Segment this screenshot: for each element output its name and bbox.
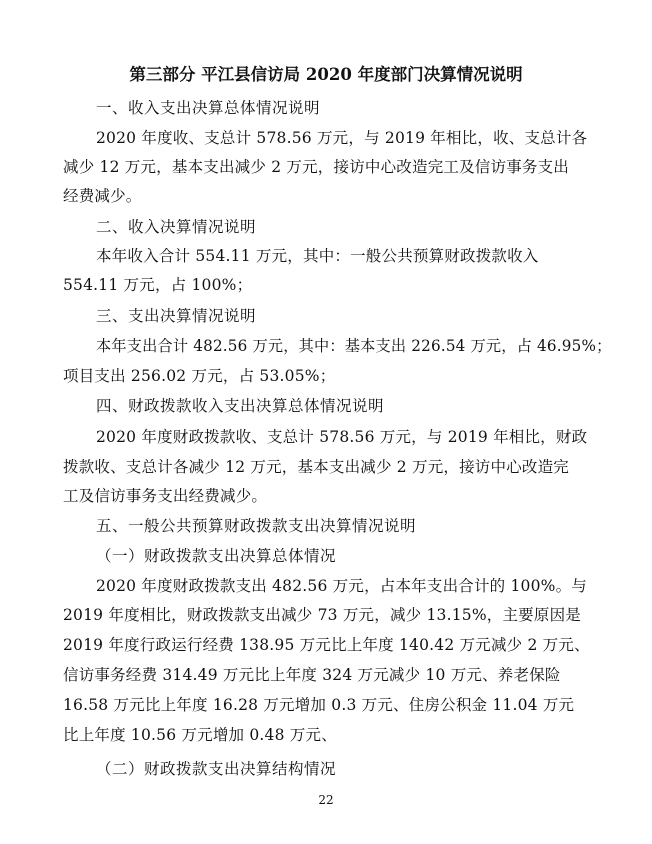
paragraph-line: 信访事务经费 314.49 万元比上年度 324 万元减少 10 万元、养老保险 (63, 666, 561, 684)
paragraph-line: 2020 年度财政拨款支出 482.56 万元，占本年支出合计的 100%。与 (96, 577, 588, 595)
paragraph-line: 2020 年度财政拨款收、支总计 578.56 万元，与 2019 年相比，财政 (96, 428, 588, 446)
paragraph-line: 2020 年度收、支总计 578.56 万元，与 2019 年相比，收、支总计各 (96, 129, 588, 147)
section-heading-general-budget-expenditure: 五、一般公共预算财政拨款支出决算情况说明 (96, 517, 417, 535)
paragraph-line: 16.58 万元比上年度 16.28 万元增加 0.3 万元、住房公积金 11.04 万元 (63, 696, 575, 714)
paragraph-line: 拨款收、支总计各减少 12 万元，基本支出减少 2 万元，接访中心改造完 (63, 458, 569, 476)
paragraph-line: 2019 年度相比，财政拨款支出减少 73 万元，减少 13.15%，主要原因是 (63, 606, 581, 624)
paragraph-line: 本年支出合计 482.56 万元，其中：基本支出 226.54 万元，占 46.95%； (96, 337, 612, 355)
document-title: 第三部分 平江县信访局 2020 年度部门决算情况说明 (129, 65, 523, 84)
paragraph-line: 2019 年度行政运行经费 138.95 万元比上年度 140.42 万元减少 2 万元、 (63, 636, 590, 654)
section-heading-expenditure: 三、支出决算情况说明 (96, 307, 257, 325)
subsection-heading-structure: （二）财政拨款支出决算结构情况 (96, 760, 337, 778)
paragraph-line: 项目支出 256.02 万元，占 53.05%； (63, 367, 336, 385)
page-number: 22 (318, 793, 334, 807)
paragraph-line: 减少 12 万元，基本支出减少 2 万元，接访中心改造完工及信访事务支出 (63, 158, 569, 176)
section-heading-fiscal-appropriation-overview: 四、财政拨款收入支出决算总体情况说明 (96, 397, 385, 415)
paragraph-line: 554.11 万元，占 100%； (63, 276, 253, 294)
paragraph-line: 工及信访事务支出经费减少。 (63, 487, 268, 505)
paragraph-line: 比上年度 10.56 万元增加 0.48 万元、 (63, 726, 337, 744)
paragraph-line: 经费减少。 (63, 187, 142, 205)
paragraph-line: 本年收入合计 554.11 万元，其中：一般公共预算财政拨款收入 (96, 247, 539, 265)
subsection-heading-overall: （一）财政拨款支出决算总体情况 (96, 547, 337, 565)
section-heading-income: 二、收入决算情况说明 (96, 218, 257, 236)
section-heading-income-expenditure-overview: 一、收入支出决算总体情况说明 (96, 99, 321, 117)
